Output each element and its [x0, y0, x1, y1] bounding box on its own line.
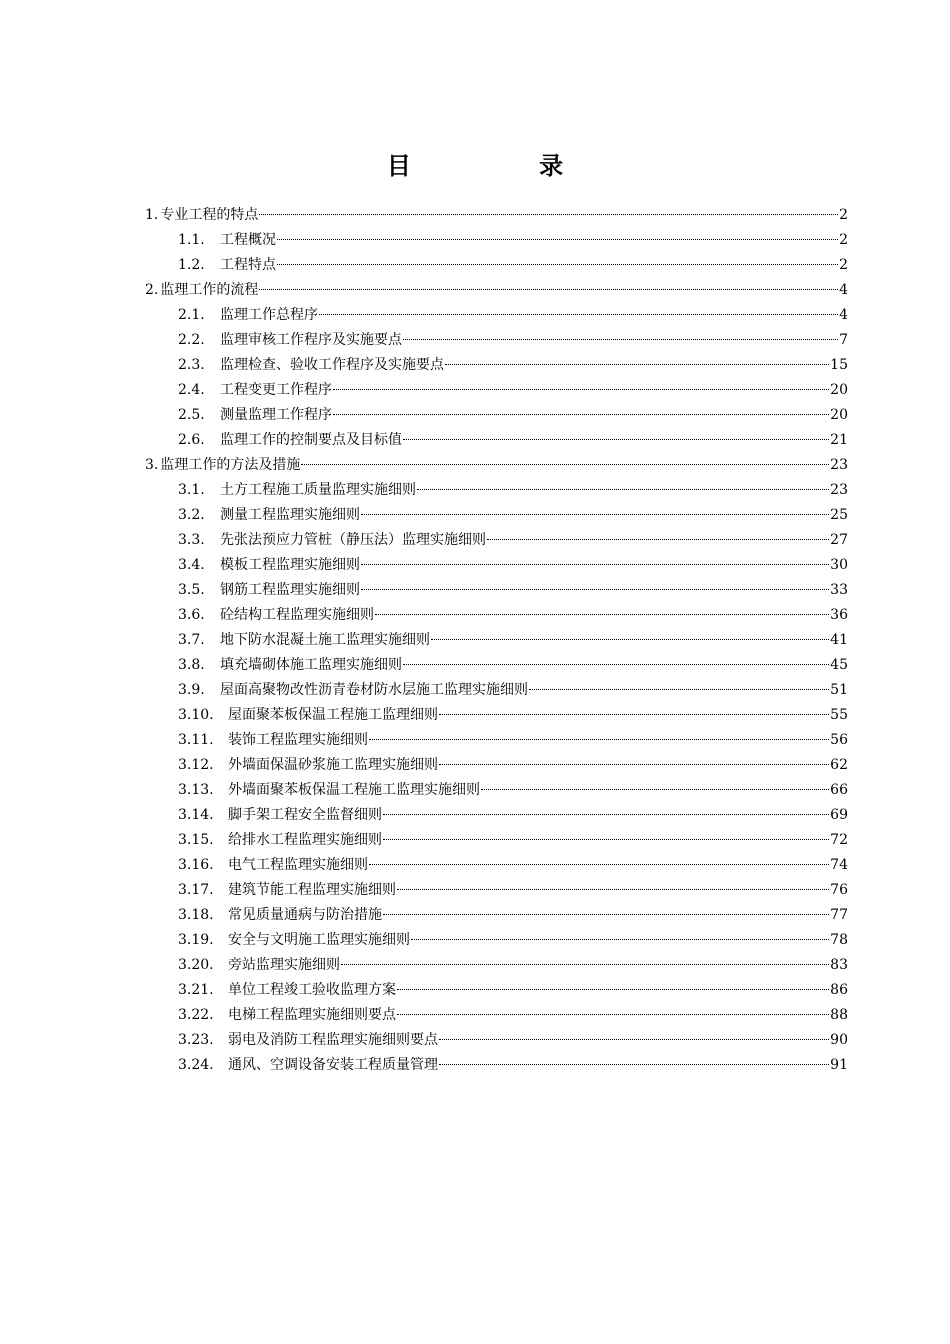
- toc-entry-number: 3.8.: [178, 657, 205, 673]
- toc-entry-label: 弱电及消防工程监理实施细则要点: [228, 1032, 438, 1048]
- toc-dot-leader: [259, 214, 838, 215]
- toc-entry[interactable]: [145, 828, 848, 853]
- toc-entry-label: 旁站监理实施细则: [228, 957, 340, 973]
- toc-entry[interactable]: [145, 703, 848, 728]
- toc-entry-page: 55: [830, 707, 848, 723]
- toc-entry-number: 3.: [145, 457, 159, 473]
- toc-entry-label: 土方工程施工质量监理实施细则: [220, 482, 416, 498]
- toc-entry[interactable]: [145, 228, 848, 253]
- toc-dot-leader: [341, 964, 829, 965]
- toc-dot-leader: [411, 939, 829, 940]
- toc-dot-leader: [383, 914, 829, 915]
- toc-entry-number: 2.4.: [178, 382, 205, 398]
- toc-entry[interactable]: [145, 853, 848, 878]
- toc-entry-page: 4: [839, 307, 848, 323]
- toc-entry-page: 27: [830, 532, 848, 548]
- toc-entry-number: 3.18.: [178, 907, 214, 923]
- toc-entry-page: 77: [830, 907, 848, 923]
- toc-entry-label: 填充墙砌体施工监理实施细则: [220, 657, 402, 673]
- toc-entry-number: 3.13.: [178, 782, 214, 798]
- toc-entry[interactable]: [145, 878, 848, 903]
- table-of-contents: [145, 203, 848, 1078]
- toc-entry-page: 62: [830, 757, 848, 773]
- toc-entry[interactable]: [145, 753, 848, 778]
- toc-entry-number: 3.24.: [178, 1057, 214, 1073]
- toc-entry[interactable]: [145, 978, 848, 1003]
- toc-dot-leader: [383, 814, 829, 815]
- toc-entry-page: 2: [839, 207, 848, 223]
- toc-entry-number: 3.22.: [178, 1007, 214, 1023]
- toc-entry-number: 2.3.: [178, 357, 205, 373]
- toc-entry-number: 2.1.: [178, 307, 205, 323]
- toc-entry-page: 86: [830, 982, 848, 998]
- toc-dot-leader: [403, 439, 829, 440]
- toc-entry-page: 72: [830, 832, 848, 848]
- toc-entry[interactable]: [145, 628, 848, 653]
- toc-entry[interactable]: [145, 928, 848, 953]
- toc-entry-label: 测量监理工作程序: [220, 407, 332, 423]
- toc-entry[interactable]: [145, 1003, 848, 1028]
- toc-dot-leader: [439, 1039, 829, 1040]
- page-title: 目 录: [386, 152, 624, 180]
- toc-entry-label: 监理工作的控制要点及目标值: [220, 432, 402, 448]
- toc-entry[interactable]: [145, 328, 848, 353]
- toc-entry-number: 3.7.: [178, 632, 205, 648]
- toc-dot-leader: [403, 664, 829, 665]
- toc-entry-number: 3.20.: [178, 957, 214, 973]
- toc-dot-leader: [431, 639, 829, 640]
- toc-entry[interactable]: [145, 428, 848, 453]
- toc-entry-label: 地下防水混凝土施工监理实施细则: [220, 632, 430, 648]
- toc-entry[interactable]: [145, 1053, 848, 1078]
- toc-entry[interactable]: [145, 503, 848, 528]
- toc-entry[interactable]: [145, 278, 848, 303]
- toc-entry-page: 4: [839, 282, 848, 298]
- toc-entry[interactable]: [145, 353, 848, 378]
- toc-entry-label: 电气工程监理实施细则: [228, 857, 368, 873]
- toc-entry-page: 33: [830, 582, 848, 598]
- toc-entry-label: 工程概况: [220, 232, 276, 248]
- toc-entry-label: 先张法预应力管桩（静压法）监理实施细则: [220, 532, 486, 548]
- toc-entry[interactable]: [145, 778, 848, 803]
- toc-dot-leader: [259, 289, 838, 290]
- toc-entry[interactable]: [145, 603, 848, 628]
- toc-entry-page: 90: [830, 1032, 848, 1048]
- toc-entry-number: 3.3.: [178, 532, 205, 548]
- toc-entry-number: 3.6.: [178, 607, 205, 623]
- toc-entry-label: 工程特点: [220, 257, 276, 273]
- toc-entry-number: 3.15.: [178, 832, 214, 848]
- toc-entry-number: 3.21.: [178, 982, 214, 998]
- toc-entry-label: 屋面高聚物改性沥青卷材防水层施工监理实施细则: [220, 682, 528, 698]
- toc-entry-label: 监理工作的方法及措施: [160, 457, 301, 473]
- toc-entry-number: 3.10.: [178, 707, 214, 723]
- toc-entry-number: 2.6.: [178, 432, 205, 448]
- toc-entry[interactable]: [145, 803, 848, 828]
- toc-dot-leader: [383, 839, 829, 840]
- toc-entry-label: 砼结构工程监理实施细则: [220, 607, 374, 623]
- toc-entry-label: 专业工程的特点: [160, 207, 259, 223]
- toc-entry[interactable]: [145, 453, 848, 478]
- toc-dot-leader: [403, 339, 838, 340]
- toc-entry-number: 3.23.: [178, 1032, 214, 1048]
- toc-entry-page: 91: [830, 1057, 848, 1073]
- toc-entry[interactable]: [145, 953, 848, 978]
- toc-entry-label: 监理工作总程序: [220, 307, 318, 323]
- toc-entry-page: 2: [839, 232, 848, 248]
- toc-dot-leader: [369, 864, 829, 865]
- toc-dot-leader: [529, 689, 829, 690]
- toc-dot-leader: [361, 589, 829, 590]
- toc-dot-leader: [439, 714, 829, 715]
- toc-entry-number: 2.: [145, 282, 159, 298]
- toc-entry-label: 外墙面保温砂浆施工监理实施细则: [228, 757, 438, 773]
- toc-dot-leader: [361, 514, 829, 515]
- toc-entry-number: 3.14.: [178, 807, 214, 823]
- toc-entry-label: 电梯工程监理实施细则要点: [228, 1007, 396, 1023]
- toc-dot-leader: [439, 1064, 829, 1065]
- toc-entry-page: 66: [830, 782, 848, 798]
- toc-entry[interactable]: [145, 653, 848, 678]
- toc-entry-label: 外墙面聚苯板保温工程施工监理实施细则: [228, 782, 480, 798]
- toc-entry-number: 3.11.: [178, 732, 214, 748]
- toc-dot-leader: [397, 989, 829, 990]
- toc-entry-label: 通风、空调设备安装工程质量管理: [228, 1057, 438, 1073]
- toc-dot-leader: [397, 889, 829, 890]
- toc-entry-label: 常见质量通病与防治措施: [228, 907, 382, 923]
- toc-dot-leader: [375, 614, 829, 615]
- toc-entry-label: 模板工程监理实施细则: [220, 557, 360, 573]
- toc-dot-leader: [445, 364, 829, 365]
- toc-entry[interactable]: [145, 378, 848, 403]
- toc-entry-number: 3.12.: [178, 757, 214, 773]
- toc-entry-label: 脚手架工程安全监督细则: [228, 807, 382, 823]
- toc-entry-page: 25: [830, 507, 848, 523]
- toc-entry[interactable]: [145, 478, 848, 503]
- toc-entry-label: 监理检查、验收工作程序及实施要点: [220, 357, 444, 373]
- toc-dot-leader: [481, 789, 829, 790]
- toc-entry-page: 51: [830, 682, 848, 698]
- toc-entry[interactable]: [145, 303, 848, 328]
- toc-entry-number: 3.17.: [178, 882, 214, 898]
- toc-entry-page: 74: [830, 857, 848, 873]
- toc-entry[interactable]: [145, 528, 848, 553]
- toc-entry-label: 工程变更工作程序: [220, 382, 332, 398]
- toc-dot-leader: [333, 389, 829, 390]
- toc-dot-leader: [333, 414, 829, 415]
- toc-entry-label: 给排水工程监理实施细则: [228, 832, 382, 848]
- toc-entry[interactable]: [145, 553, 848, 578]
- toc-dot-leader: [319, 314, 838, 315]
- toc-entry[interactable]: [145, 903, 848, 928]
- toc-entry-page: 20: [830, 407, 848, 423]
- toc-dot-leader: [277, 264, 838, 265]
- toc-entry-number: 3.16.: [178, 857, 214, 873]
- toc-dot-leader: [277, 239, 838, 240]
- toc-entry-page: 78: [830, 932, 848, 948]
- toc-dot-leader: [361, 564, 829, 565]
- toc-entry-page: 56: [830, 732, 848, 748]
- toc-entry-page: 36: [830, 607, 848, 623]
- toc-entry-page: 88: [830, 1007, 848, 1023]
- toc-dot-leader: [487, 539, 829, 540]
- toc-entry-label: 单位工程竣工验收监理方案: [228, 982, 396, 998]
- toc-entry-number: 1.2.: [178, 257, 205, 273]
- toc-entry-page: 7: [839, 332, 848, 348]
- toc-entry-number: 1.1.: [178, 232, 205, 248]
- toc-entry-page: 76: [830, 882, 848, 898]
- toc-entry[interactable]: [145, 253, 848, 278]
- toc-entry-page: 2: [839, 257, 848, 273]
- toc-entry-number: 1.: [145, 207, 159, 223]
- toc-entry-label: 建筑节能工程监理实施细则: [228, 882, 396, 898]
- toc-entry-number: 3.4.: [178, 557, 205, 573]
- toc-dot-leader: [417, 489, 829, 490]
- toc-entry-page: 21: [830, 432, 848, 448]
- toc-entry[interactable]: [145, 678, 848, 703]
- toc-entry[interactable]: [145, 728, 848, 753]
- toc-dot-leader: [439, 764, 829, 765]
- toc-entry-number: 3.9.: [178, 682, 205, 698]
- toc-entry-label: 安全与文明施工监理实施细则: [228, 932, 410, 948]
- toc-entry-page: 15: [830, 357, 848, 373]
- toc-entry-number: 2.5.: [178, 407, 205, 423]
- toc-dot-leader: [397, 1014, 829, 1015]
- toc-entry-page: 20: [830, 382, 848, 398]
- toc-entry-page: 23: [830, 457, 848, 473]
- toc-dot-leader: [301, 464, 829, 465]
- toc-entry-page: 30: [830, 557, 848, 573]
- toc-entry-label: 装饰工程监理实施细则: [228, 732, 368, 748]
- toc-entry-number: 3.19.: [178, 932, 214, 948]
- toc-entry-number: 3.5.: [178, 582, 205, 598]
- toc-dot-leader: [369, 739, 829, 740]
- toc-entry[interactable]: [145, 578, 848, 603]
- toc-entry-label: 测量工程监理实施细则: [220, 507, 360, 523]
- toc-entry-number: 3.2.: [178, 507, 205, 523]
- toc-entry-page: 45: [830, 657, 848, 673]
- toc-entry-page: 83: [830, 957, 848, 973]
- toc-entry-label: 屋面聚苯板保温工程施工监理细则: [228, 707, 438, 723]
- toc-entry-number: 2.2.: [178, 332, 205, 348]
- toc-entry[interactable]: [145, 1028, 848, 1053]
- toc-entry-label: 钢筋工程监理实施细则: [220, 582, 360, 598]
- toc-entry-page: 41: [830, 632, 848, 648]
- toc-entry[interactable]: [145, 203, 848, 228]
- toc-entry-page: 69: [830, 807, 848, 823]
- toc-entry-label: 监理审核工作程序及实施要点: [220, 332, 402, 348]
- toc-entry-label: 监理工作的流程: [160, 282, 259, 298]
- toc-entry-page: 23: [830, 482, 848, 498]
- toc-entry-number: 3.1.: [178, 482, 205, 498]
- toc-entry[interactable]: [145, 403, 848, 428]
